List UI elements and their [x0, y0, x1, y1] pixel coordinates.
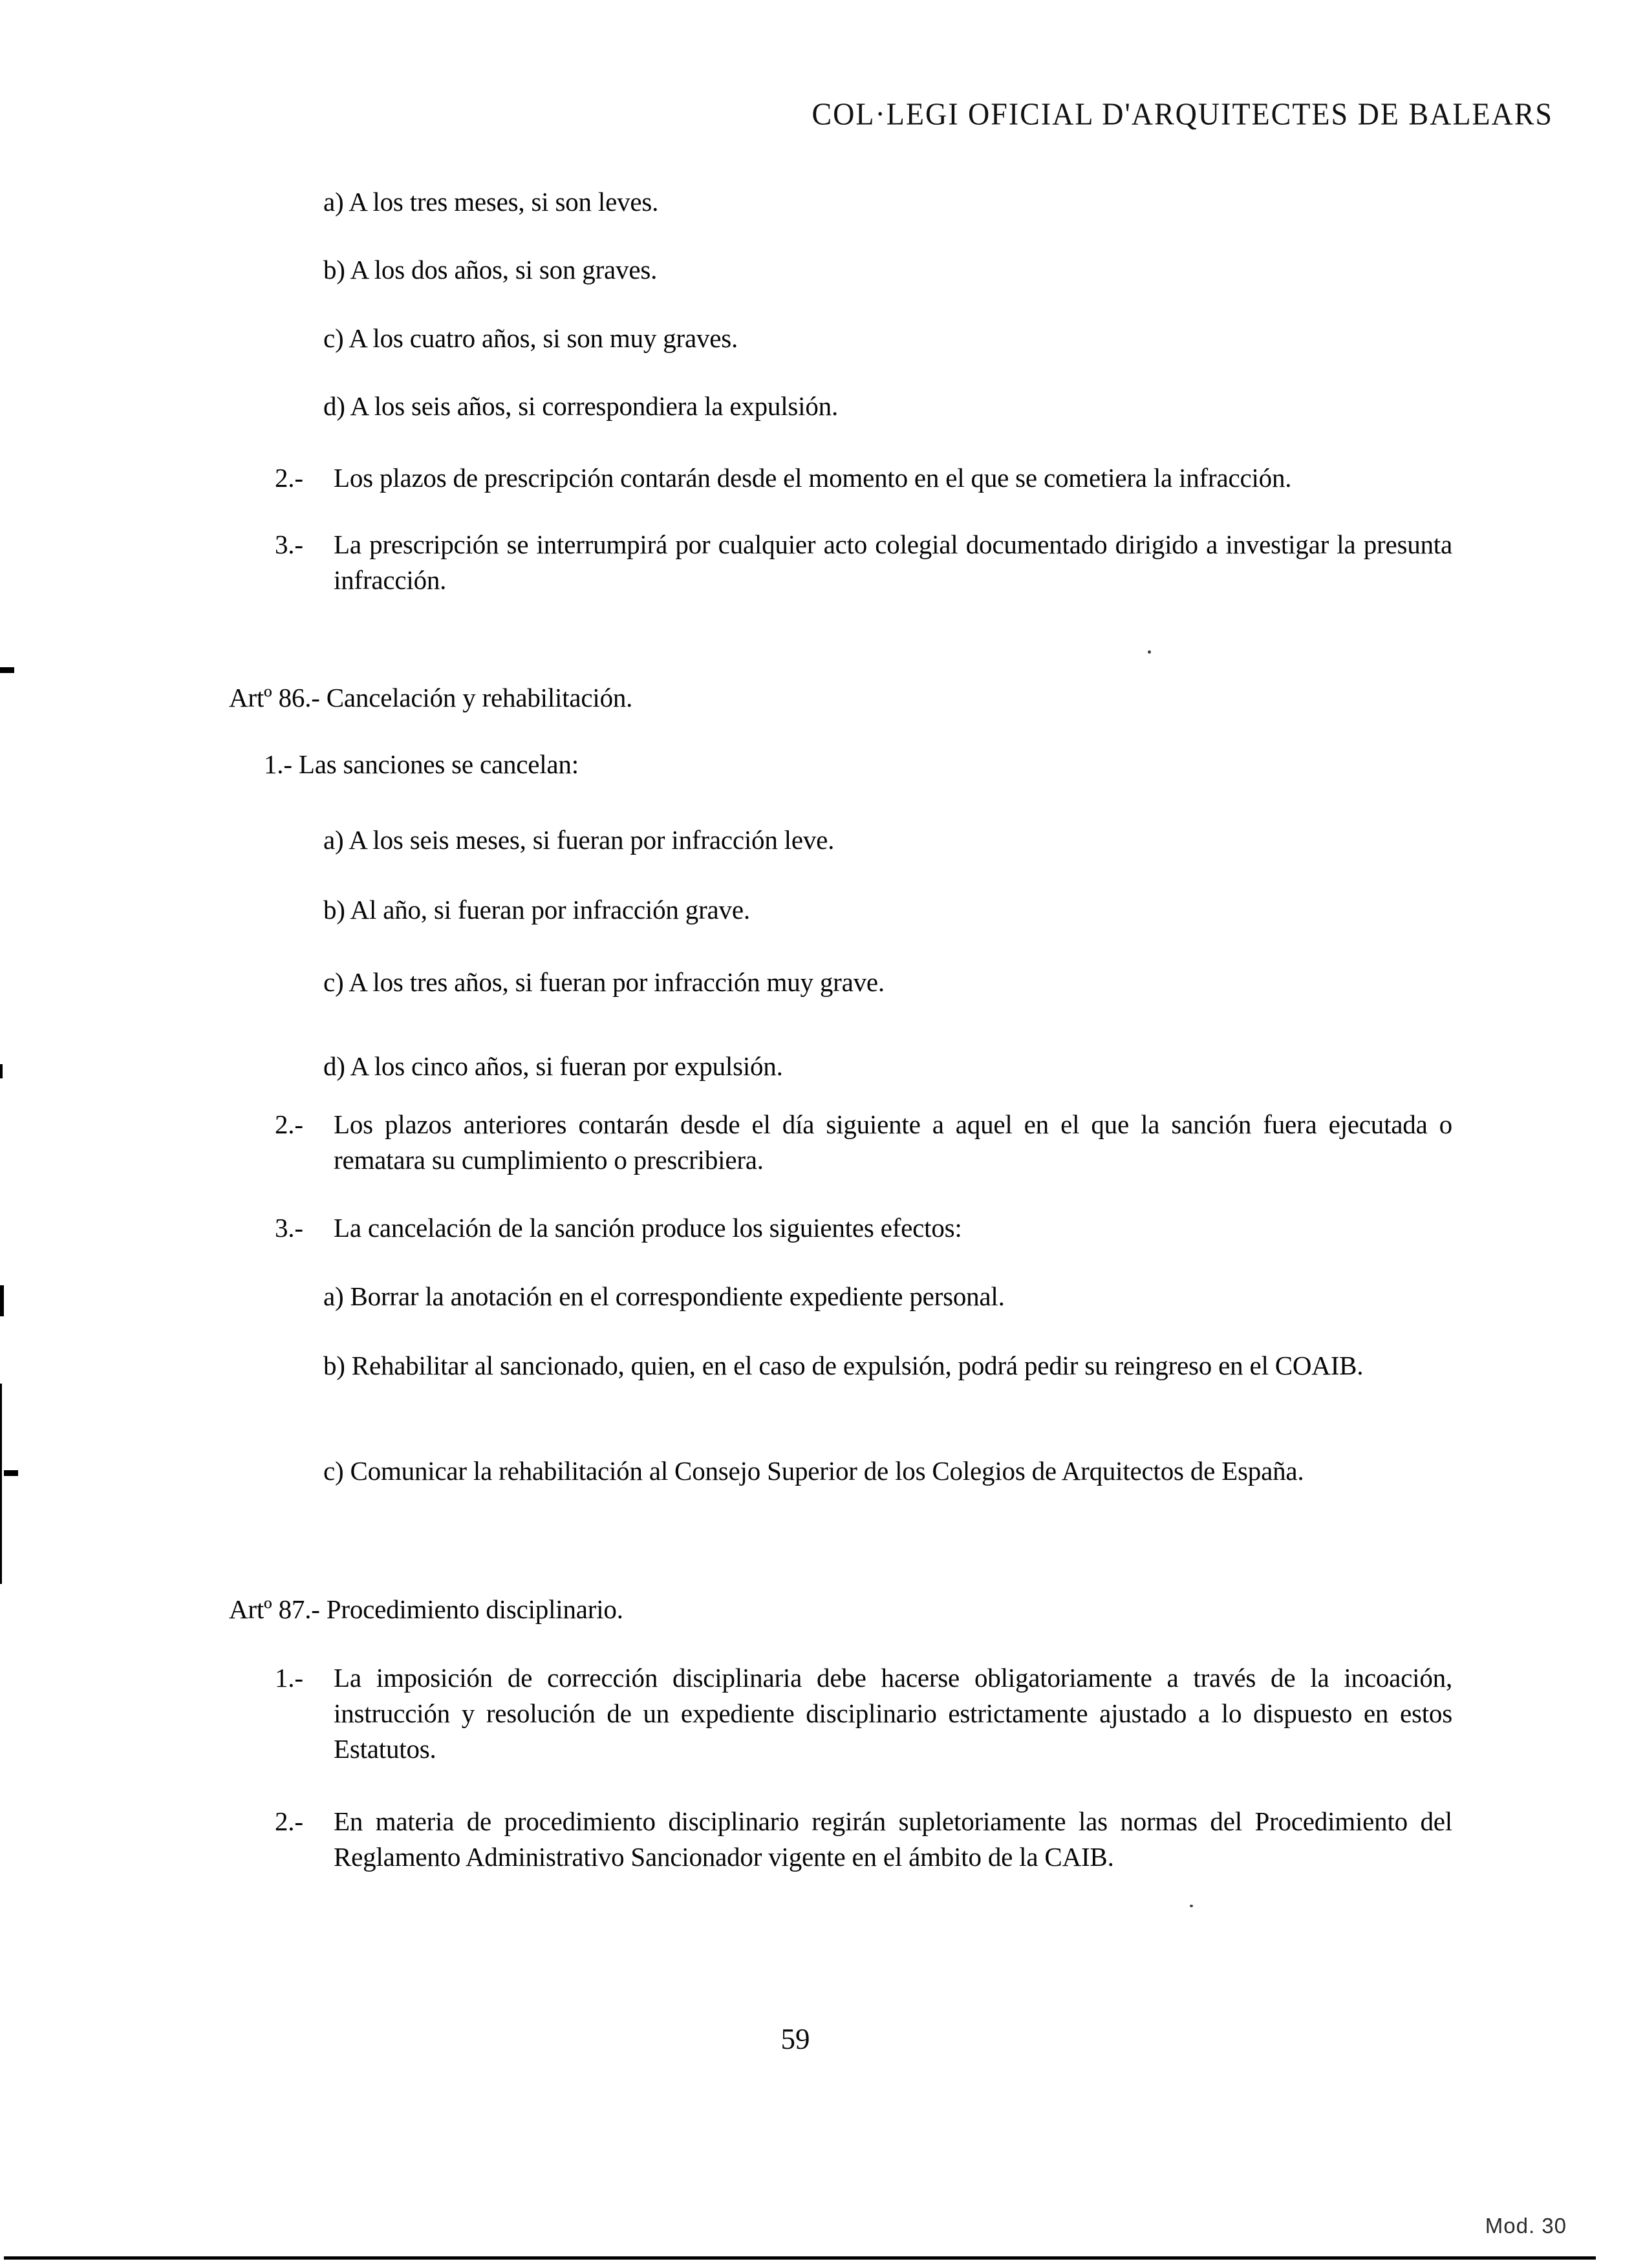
scan-mark-tick: [0, 1064, 3, 1078]
numbered-paragraph: 1.- Las sanciones se cancelan:: [264, 749, 579, 779]
numbered-paragraph: [275, 1107, 1452, 1178]
list-item: a) Borrar la anotación en el correspondiente expediente personal.: [323, 1281, 1005, 1311]
list-item: d) A los seis años, si correspondiera la expulsión.: [323, 391, 839, 421]
item-marker: 3.-: [275, 530, 303, 559]
scan-speck: [1148, 650, 1151, 654]
item-text: La imposición de corrección disciplinaria debe hacerse obligatoriamente a través de la incoación, instrucción y resolución de un expediente disciplinario estrictamente ajustado a lo dispuesto en estos Estatutos.: [334, 1663, 1452, 1764]
scan-mark-bar: [0, 1285, 4, 1316]
list-item: c) A los tres años, si fueran por infracción muy grave.: [323, 967, 885, 997]
article-heading: Artº 87.- Procedimiento disciplinario.: [229, 1594, 623, 1624]
item-text: Los plazos de prescripción contarán desde el momento en el que se cometiera la infracción.: [334, 463, 1292, 493]
list-item: c) Comunicar la rehabilitación al Consejo Superior de los Colegios de Arquitectos de España.: [323, 1456, 1304, 1486]
item-marker: 1.-: [275, 1663, 303, 1693]
list-item: a) A los tres meses, si son leves.: [323, 187, 659, 217]
item-marker: 3.-: [275, 1213, 303, 1243]
item-marker: 2.-: [275, 1806, 303, 1836]
item-text: En materia de procedimiento disciplinario regirán supletoriamente las normas del Procedimiento del Reglamento Administrativo Sancionador vigente en el ámbito de la CAIB.: [334, 1806, 1452, 1872]
item-text: La prescripción se interrumpirá por cualquier acto colegial documentado dirigido a investigar la presunta infracción.: [334, 530, 1452, 595]
list-item: d) A los cinco años, si fueran por expulsión.: [323, 1051, 783, 1081]
item-marker: 2.-: [275, 463, 303, 493]
article-heading: Artº 86.- Cancelación y rehabilitación.: [229, 683, 633, 712]
scan-mark-dash: [4, 1470, 18, 1476]
list-item: a) A los seis meses, si fueran por infracción leve.: [323, 825, 835, 855]
document-header: COL·LEGI OFICIAL D'ARQUITECTES DE BALEARS: [812, 96, 1553, 132]
numbered-paragraph: [275, 1804, 1452, 1875]
item-text: La cancelación de la sanción produce los siguientes efectos:: [334, 1213, 962, 1243]
scan-mark-edge-line: [0, 1384, 2, 1584]
scan-speck: [1190, 1905, 1193, 1907]
numbered-paragraph: [275, 1660, 1452, 1767]
list-item: c) A los cuatro años, si son muy graves.: [323, 323, 738, 353]
numbered-paragraph: [275, 527, 1452, 598]
bottom-rule: [4, 2256, 1596, 2260]
list-item: b) Al año, si fueran por infracción grave.: [323, 895, 750, 925]
list-item: b) A los dos años, si son graves.: [323, 255, 658, 284]
list-item: b) Rehabilitar al sancionado, quien, en el caso de expulsión, podrá pedir su reingreso en el COAIB.: [323, 1351, 1364, 1380]
numbered-paragraph: [275, 460, 1452, 496]
numbered-paragraph: [275, 1210, 1452, 1246]
scan-mark-dash: [0, 667, 14, 673]
footer-model-label: Mod. 30: [1485, 2214, 1567, 2238]
item-marker: 2.-: [275, 1109, 303, 1139]
page-number: 59: [780, 2023, 810, 2055]
item-text: Los plazos anteriores contarán desde el día siguiente a aquel en el que la sanción fuera ejecutada o rematara su cumplimiento o prescribiera.: [334, 1109, 1452, 1175]
